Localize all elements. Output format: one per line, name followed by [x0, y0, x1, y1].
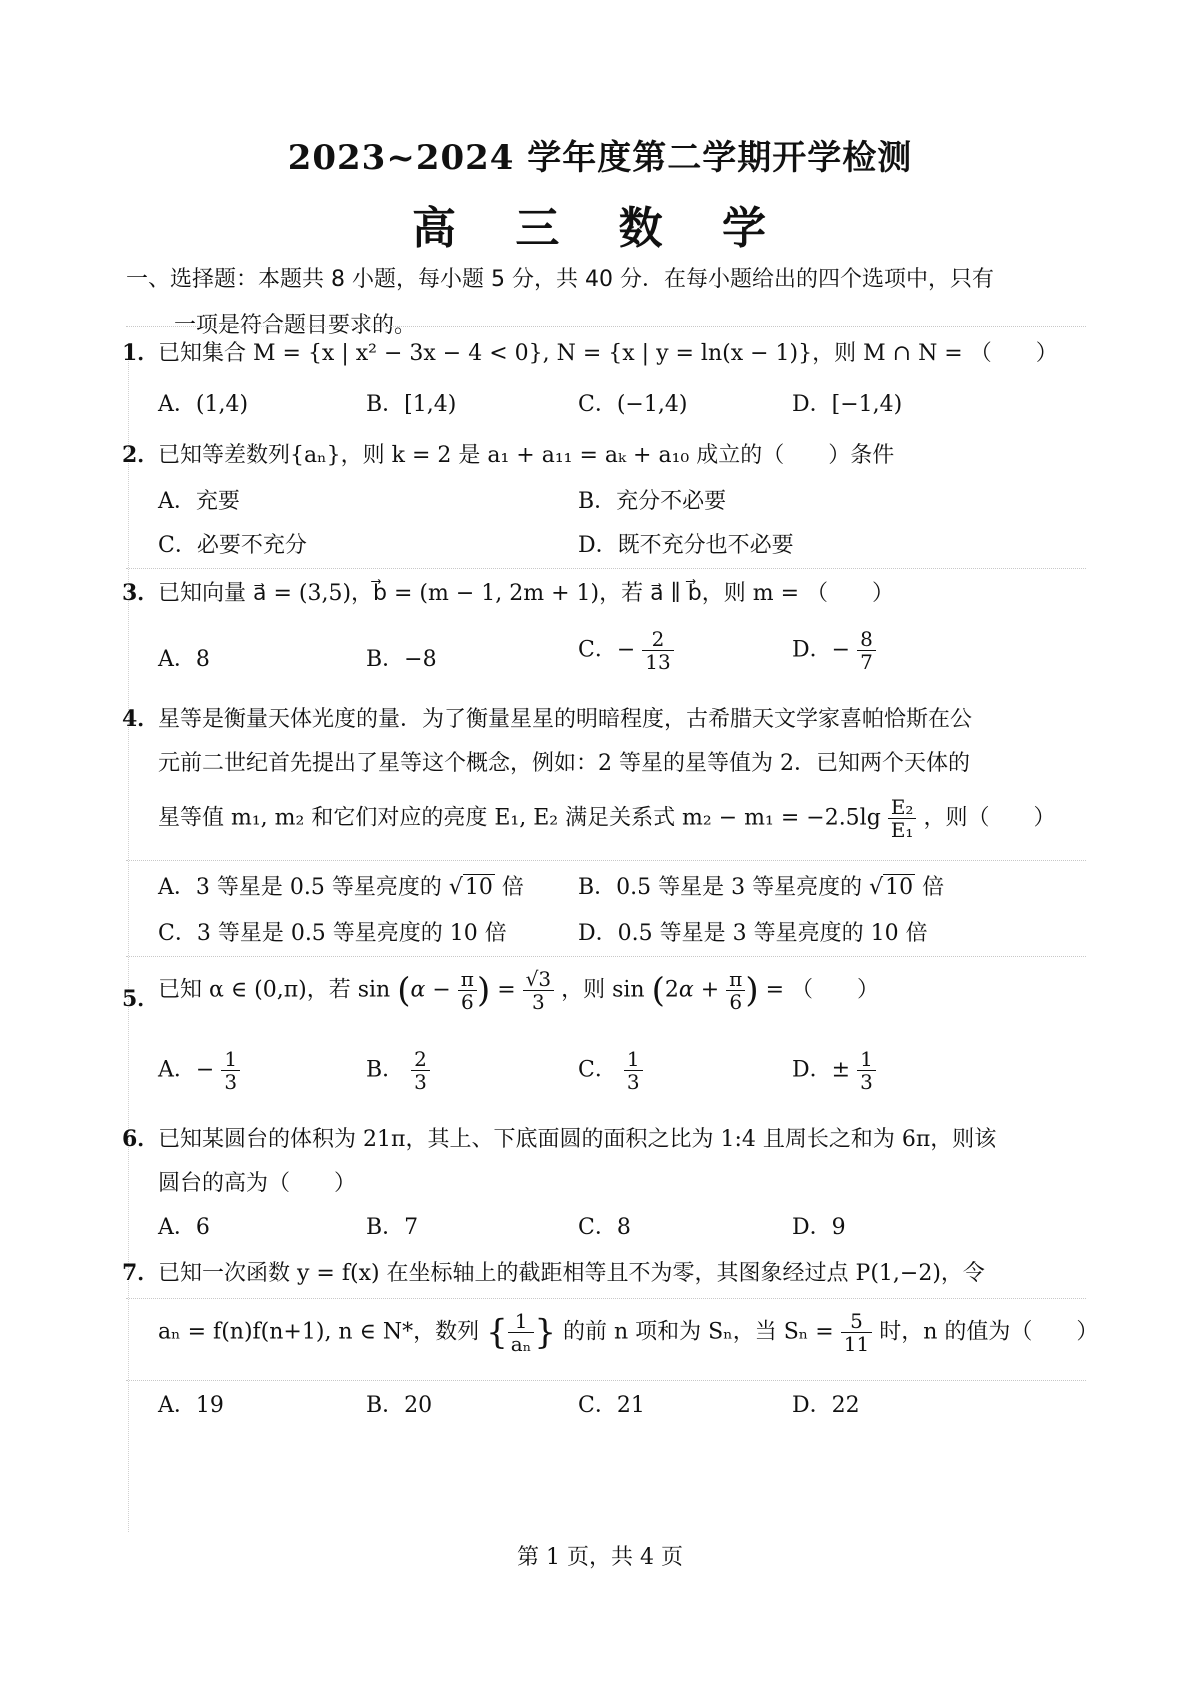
numerator: π: [458, 968, 477, 991]
divider: [126, 956, 1086, 957]
divider: [126, 1380, 1086, 1381]
paren: ): [476, 970, 491, 1011]
option-text: A．3 等星是 0.5 等星亮度的: [158, 875, 442, 900]
option-d: [792, 1048, 876, 1093]
option-c: [578, 628, 674, 673]
option-b: B．20: [366, 1393, 433, 1418]
option-b: B．充分不必要: [578, 489, 727, 514]
option-b: B．7: [366, 1215, 419, 1240]
stem-text: 时，n 的值为（ ）: [879, 1319, 1099, 1345]
question-stem-line-1: 星等是衡量天体光度的量．为了衡量星星的明暗程度，古希腊天文学家喜帕恰斯在公: [158, 707, 973, 732]
divider: [126, 326, 1086, 327]
fraction: [458, 968, 477, 1013]
times-text: 倍: [501, 875, 524, 900]
option-a: [158, 1048, 240, 1093]
option-d: D．0.5 等星是 3 等星亮度的 10 倍: [578, 921, 928, 946]
denominator: 3: [626, 1070, 640, 1094]
option-d: D．[−1,4): [792, 392, 903, 417]
sqrt-radicand: 10: [464, 875, 493, 900]
option-label: A．−: [158, 1057, 215, 1083]
question-number: 1．: [122, 340, 160, 366]
stem-text: ，则 sin: [561, 977, 645, 1003]
denominator: aₙ: [510, 1332, 532, 1356]
option-d: D．既不充分也不必要: [578, 533, 794, 558]
denominator: 11: [843, 1332, 870, 1356]
margin-guide: [128, 352, 129, 1532]
question-stem-line-2: [158, 1310, 1098, 1355]
option-a: [158, 870, 524, 901]
subject-title: 高 三 数 学: [412, 203, 788, 254]
exam-title: 2023~2024 学年度第二学期开学检测: [287, 138, 913, 178]
numerator: π: [726, 968, 745, 991]
option-a: A．8: [158, 647, 210, 672]
option-c: C．21: [578, 1393, 645, 1418]
numerator: 1: [221, 1048, 240, 1071]
option-a: A．充要: [158, 489, 240, 514]
option-text: B．0.5 等星是 3 等星亮度的: [578, 875, 863, 900]
option-a: A．(1,4): [158, 392, 249, 417]
question-stem: 已知 α ∈ (0,π)，若 sin (α − $\frac{\pi}{6}$ ) = $\frac{√3}{3}$ ，则 sin (2α + $\frac{\pi}{6}$ ) = （ ）: [158, 967, 880, 1014]
option-d-label: D．−: [792, 637, 851, 663]
option-c: C．(−1,4): [578, 392, 688, 417]
denominator: 3: [532, 990, 545, 1014]
denominator: 3: [860, 1070, 873, 1094]
option-b: B．[1,4): [366, 392, 457, 417]
option-a: A．6: [158, 1215, 210, 1240]
option-label: C．: [578, 1057, 617, 1083]
question-stem: 已知向量 a⃗ = (3,5)，b⃗ = (m − 1, 2m + 1)，若 a⃗ ∥ b⃗，则 m = （ ）: [158, 581, 895, 606]
option-b: [366, 1048, 430, 1093]
stem-text: 的前 n 项和为 Sₙ，当 Sₙ =: [562, 1319, 834, 1345]
section-line-2: 一项是符合题目要求的。: [174, 313, 417, 338]
numerator: 8: [857, 628, 876, 651]
times-text: 倍: [922, 875, 945, 900]
option-c-label: C．−: [578, 637, 636, 663]
fraction: [624, 1048, 643, 1093]
question-stem: 已知等差数列{aₙ}，则 k = 2 是 a₁ + a₁₁ = aₖ + a₁₀ 成立的（ ）条件: [158, 443, 895, 468]
paren: ): [745, 970, 759, 1011]
fraction: [857, 1048, 876, 1093]
divider: [126, 568, 1086, 569]
question-number: 3．: [122, 580, 160, 606]
fraction: [411, 1048, 430, 1093]
denominator: 13: [645, 650, 671, 674]
question-stem-line-2: 元前二世纪首先提出了星等这个概念，例如：2 等星的星等值为 2．已知两个天体的: [158, 751, 970, 776]
question-number: 5．: [122, 986, 160, 1012]
fraction: [508, 1310, 535, 1355]
page-footer: 第 1 页，共 4 页: [517, 1545, 683, 1570]
question-stem-line-3: [158, 796, 1055, 841]
numerator: 2: [411, 1048, 430, 1071]
stem-text: ，则（ ）: [923, 805, 1056, 831]
option-d: D．9: [792, 1215, 846, 1240]
math-var: α: [678, 977, 694, 1003]
option-d: [792, 628, 876, 673]
denominator: E₁: [890, 818, 914, 842]
math-var: α −: [410, 977, 451, 1003]
option-c: C．8: [578, 1215, 631, 1240]
fraction: [221, 1048, 240, 1093]
numerator: 1: [508, 1310, 535, 1333]
question-stem-line-2: 圆台的高为（ ）: [158, 1171, 357, 1196]
question-stem: 已知集合 M = {x | x² − 3x − 4 < 0}, N = {x | y = ln(x − 1)}，则 M ∩ N = （ ）: [158, 341, 1058, 366]
brace: }: [534, 1312, 556, 1353]
fraction: [523, 968, 554, 1013]
option-a: A．19: [158, 1393, 224, 1418]
question-number: 6．: [122, 1126, 160, 1152]
option-d: D．22: [792, 1393, 860, 1418]
brace: {: [486, 1312, 508, 1353]
denominator: 3: [224, 1070, 238, 1094]
sqrt-radicand: 10: [885, 875, 914, 900]
question-number: 7．: [122, 1260, 160, 1286]
fraction: [857, 628, 876, 673]
numerator: E₂: [888, 796, 917, 819]
question-stem-line-1: 已知一次函数 y = f(x) 在坐标轴上的截距相等且不为零，其图象经过点 P(1,−2)，令: [158, 1261, 985, 1286]
option-c: [578, 1048, 643, 1093]
option-label: B．: [366, 1057, 405, 1083]
fraction: [888, 796, 917, 841]
stem-text: aₙ = f(n)f(n+1), n ∈ N*，数列: [158, 1319, 480, 1345]
denominator: 3: [414, 1070, 427, 1094]
fraction: [642, 628, 673, 673]
stem-text: 星等值 m₁, m₂ 和它们对应的亮度 E₁, E₂ 满足关系式 m₂ − m₁ = −2.5lg: [158, 805, 881, 831]
option-c: C．3 等星是 0.5 等星亮度的 10 倍: [158, 921, 507, 946]
paren: (: [651, 970, 665, 1011]
numerator: 2: [642, 628, 673, 651]
question-number: 4．: [122, 706, 160, 732]
option-c: C．必要不充分: [158, 533, 307, 558]
fraction: [841, 1310, 872, 1355]
numerator: √3: [523, 968, 554, 991]
divider: [126, 1298, 1086, 1299]
denominator: 6: [729, 990, 743, 1014]
option-b: B．−8: [366, 647, 437, 672]
stem-text: = （ ）: [765, 977, 880, 1003]
question-number: 2．: [122, 442, 160, 468]
numerator: 5: [841, 1310, 872, 1333]
section-line-1: 一、选择题：本题共 8 小题，每小题 5 分，共 40 分．在每小题给出的四个选项中，只有: [126, 267, 994, 292]
denominator: 7: [860, 650, 873, 674]
sqrt-symbol: √10: [869, 875, 914, 900]
numerator: 1: [857, 1048, 876, 1071]
denominator: 6: [461, 990, 474, 1014]
stem-text: 已知 α ∈ (0,π)，若 sin: [158, 977, 391, 1003]
question-stem-line-1: 已知某圆台的体积为 21π，其上、下底面圆的面积之比为 1:4 且周长之和为 6π，则该: [158, 1127, 997, 1152]
numerator: 1: [624, 1048, 643, 1071]
paren: (: [397, 970, 411, 1011]
sqrt-symbol: √10: [448, 875, 493, 900]
option-label: D．±: [792, 1057, 851, 1083]
fraction: [726, 968, 745, 1013]
divider: [126, 860, 1086, 861]
option-b: [578, 870, 944, 901]
